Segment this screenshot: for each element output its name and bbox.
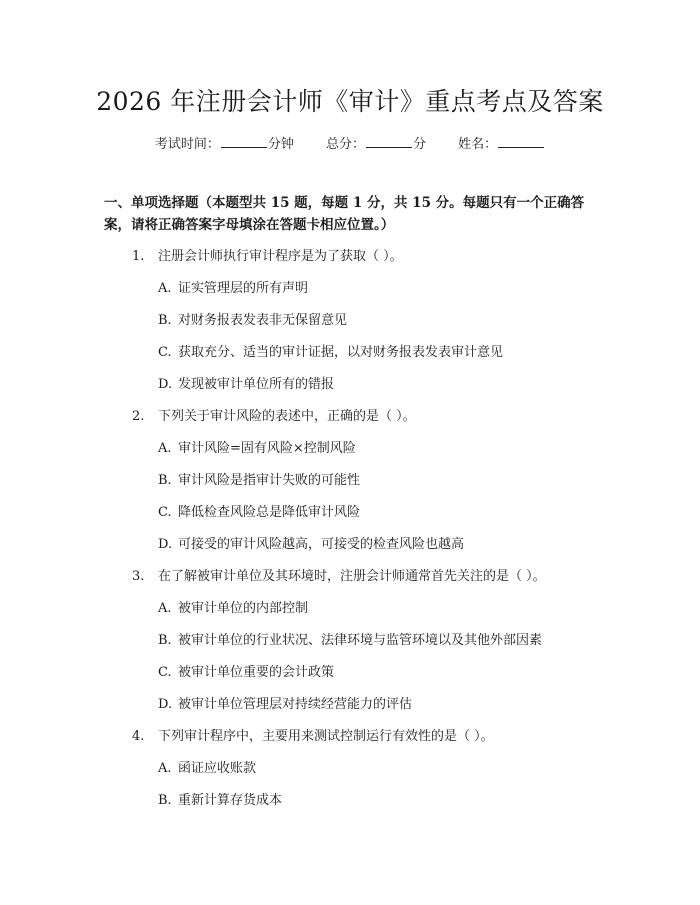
question-text: 下列审计程序中，主要用来测试控制运行有效性的是（ ）。 (158, 729, 494, 744)
question-2-option-a (158, 437, 356, 456)
question-number: 4. (132, 729, 145, 744)
total-score-label: 总分： (325, 137, 365, 152)
option-text: 可接受的审计风险越高，可接受的检查风险也越高 (178, 537, 465, 552)
question-2 (132, 405, 416, 424)
option-text: 函证应收账款 (178, 761, 257, 776)
question-4 (132, 725, 494, 744)
question-1-option-a (158, 277, 308, 296)
option-text: 被审计单位重要的会计政策 (178, 665, 335, 680)
option-letter: B. (158, 793, 172, 808)
option-text: 获取充分、适当的审计证据，以对财务报表发表审计意见 (178, 345, 504, 360)
option-text: 发现被审计单位所有的错报 (178, 377, 335, 392)
name-label: 姓名： (458, 137, 498, 152)
question-1 (132, 245, 403, 264)
option-letter: D. (158, 537, 173, 552)
option-letter: C. (158, 345, 172, 360)
question-2-option-b (158, 469, 360, 488)
option-letter: A. (158, 761, 172, 776)
option-text: 降低检查风险总是降低审计风险 (178, 505, 361, 520)
option-text: 审计风险是指审计失败的可能性 (178, 473, 361, 488)
question-1-option-c (158, 341, 503, 360)
question-3-option-a (158, 597, 308, 616)
question-text: 注册会计师执行审计程序是为了获取（ ）。 (158, 249, 403, 264)
option-letter: A. (158, 281, 172, 296)
exam-time-field (155, 133, 294, 152)
name-blank (498, 135, 544, 148)
option-text: 重新计算存货成本 (178, 793, 283, 808)
question-text: 在了解被审计单位及其环境时，注册会计师通常首先关注的是（ ）。 (158, 569, 546, 584)
option-letter: A. (158, 441, 172, 456)
option-text: 被审计单位管理层对持续经营能力的评估 (178, 697, 413, 712)
section-heading: 一、单项选择题（本题型共 15 题，每题 1 分，共 15 分。每题只有一个正确答案，请将正确答案字母填涂在答题卡相应位置。） (104, 195, 585, 233)
total-score-unit: 分 (413, 137, 427, 152)
option-letter: B. (158, 633, 172, 648)
question-3-option-b (158, 629, 542, 648)
total-score-blank (366, 135, 412, 148)
exam-time-label: 考试时间： (154, 137, 220, 152)
exam-time-blank (221, 135, 267, 148)
question-number: 1. (132, 249, 145, 264)
question-2-option-c (158, 501, 360, 520)
option-letter: D. (158, 697, 173, 712)
question-3-option-d (158, 693, 412, 712)
option-letter: B. (158, 473, 172, 488)
exam-meta-line (0, 133, 700, 152)
option-letter: B. (158, 313, 172, 328)
question-4-option-a (158, 757, 256, 776)
option-text: 审计风险=固有风险×控制风险 (178, 441, 356, 456)
page-title: 2026 年注册会计师《审计》重点考点及答案 (96, 87, 604, 116)
question-2-option-d (158, 533, 464, 552)
name-field (458, 133, 545, 152)
option-letter: C. (158, 665, 172, 680)
total-score-field (326, 133, 426, 152)
option-letter: D. (158, 377, 173, 392)
option-text: 被审计单位的行业状况、法律环境与监管环境以及其他外部因素 (178, 633, 543, 648)
option-letter: A. (158, 601, 172, 616)
question-1-option-d (158, 373, 334, 392)
question-4-option-b (158, 789, 282, 808)
question-number: 3. (132, 569, 145, 584)
question-number: 2. (132, 409, 145, 424)
question-3-option-c (158, 661, 334, 680)
option-text: 对财务报表发表非无保留意见 (178, 313, 348, 328)
option-text: 被审计单位的内部控制 (178, 601, 309, 616)
question-3 (132, 565, 546, 584)
option-letter: C. (158, 505, 172, 520)
question-1-option-b (158, 309, 347, 328)
exam-time-unit: 分钟 (267, 137, 294, 152)
question-text: 下列关于审计风险的表述中，正确的是（ ）。 (158, 409, 416, 424)
option-text: 证实管理层的所有声明 (178, 281, 309, 296)
